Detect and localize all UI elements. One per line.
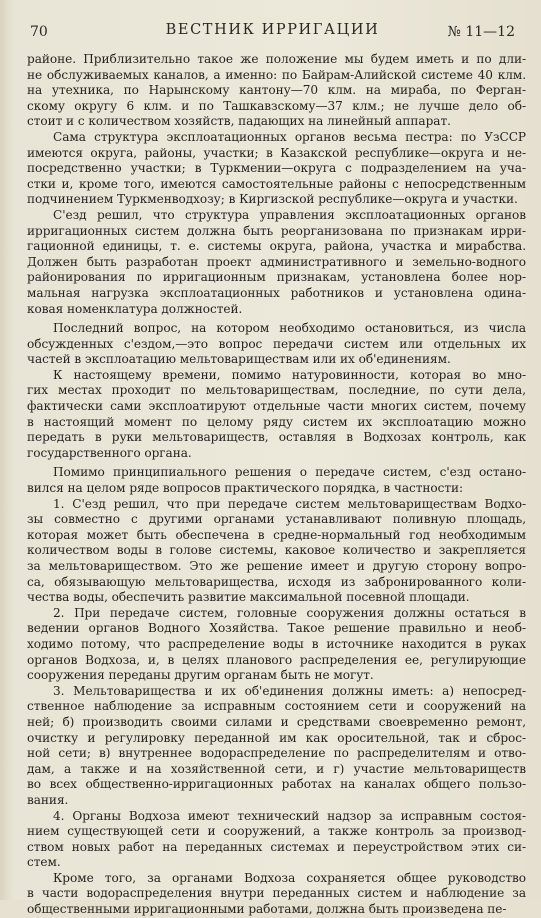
paragraph <box>27 606 526 684</box>
text-line: районирования по ирригационным признакам, установлена более нор- <box>27 270 526 285</box>
text-line: районе. Приблизительно такое же положение мы будем иметь и по дли- <box>27 52 526 66</box>
text-line: количеством воды в голове системы, каковое количество и закрепляется <box>27 543 526 558</box>
text-line: мальная нагрузка эксплоатационных работников и установлена одина- <box>27 285 526 300</box>
page-number: 70 <box>30 24 48 40</box>
text-line: частей в эксплоатацию мельтовариществам или их об'единениям. <box>27 352 451 367</box>
text-line: очистку и регулировку переданной им как оросительной, так и сброс- <box>27 730 526 745</box>
text-line: гационной единицы, т. е. системы округа, района, участка и мирабства. <box>27 239 526 254</box>
paragraph <box>27 684 526 809</box>
text-line: ирригационных систем должна быть реорганизована по признакам ирри- <box>27 223 526 238</box>
paragraph <box>27 208 526 317</box>
text-line: передать в руки мельтовариществ, оставляя в Водхозах контроль, как <box>27 430 526 445</box>
text-line: 2. При передаче систем, головные сооружения должны остаться в <box>53 605 526 620</box>
text-line: стем. <box>27 855 61 870</box>
text-line: гих местах проходит по мельтовариществам, последние, по сути дела, <box>27 383 526 398</box>
text-line: стки и, кроме того, имеются самостоятельные районы с непосредственным <box>27 176 526 191</box>
text-line: органов Водхоза, и, в целях планового распределения ее, регулирующие <box>27 652 526 667</box>
paragraph <box>27 321 526 368</box>
text-line: нием существующей сети и сооружений, а также контроль за производ- <box>27 824 526 839</box>
text-line: Должен быть разработан проект административного и земельно-водного <box>27 254 526 269</box>
text-line: К настоящему времени, помимо натуровинности, которая во мно- <box>53 367 526 382</box>
paragraph <box>27 497 526 606</box>
text-line: 1. С'езд решил, что при передаче систем мельтовариществам Водхо- <box>53 496 526 511</box>
text-line: Помимо принципиального решения о передаче систем, с'езд остано- <box>53 465 526 480</box>
running-header <box>30 20 515 42</box>
paragraph <box>27 871 526 918</box>
text-line: фактически сами эксплоатируют отдельные части многих систем, почему <box>27 399 526 414</box>
text-line: 3. Мельтоварищества и их об'единения должны иметь: а) непосред- <box>53 683 526 698</box>
text-line: Кроме того, за органами Водхоза сохраняется общее руководство <box>53 870 526 885</box>
text-line: дам, а также и на хозяйственной сети, и г) участие мельтовариществ <box>27 761 526 776</box>
text-line: обсужденных с'ездом,—это вопрос передачи систем или отдельных их <box>27 336 526 351</box>
text-line: в настоящий момент по целому ряду систем их эксплоатацию можно <box>27 414 526 429</box>
text-line: ной сети; в) внутреннее водораспределение по распределителям и отво- <box>27 746 526 761</box>
text-line: ней; б) производить своими силами и средствами своевременно ремонт, <box>27 714 526 729</box>
text-line: вания. <box>27 792 69 807</box>
text-line: стоит и с количеством хозяйств, падающих на линейный аппарат. <box>27 114 451 129</box>
text-line: имеются округа, районы, участки; в Казакской республике—округа и не- <box>27 145 526 160</box>
article-body <box>27 52 526 918</box>
paragraph <box>27 368 526 462</box>
text-line: скому округу 6 клм. и по Ташкавзскому—37 клм.; не лучше дело об- <box>27 98 526 113</box>
text-line: которая может быть обеспечена в средне-нормальный год необходимым <box>27 527 526 542</box>
text-line: С'езд решил, что структура управления эксплоатационных органов <box>53 207 526 222</box>
text-line: Последний вопрос, на котором необходимо остановиться, из числа <box>53 321 526 336</box>
journal-title: ВЕСТНИК ИРРИГАЦИИ <box>165 22 380 38</box>
text-line: ственное наблюдение за исправным состоянием сети и сооружений на <box>27 699 526 714</box>
text-line: са, обязывающую мельтоварищества, исходя из забронированного коли- <box>27 574 526 589</box>
issue-number: № 11—12 <box>447 24 515 40</box>
text-line: не обслуживаемых каналов, а именно: по Байрам-Алийской системе 40 клм. <box>27 67 526 82</box>
text-line: вился на целом ряде вопросов практического порядка, в частности: <box>27 481 463 496</box>
text-line: подчинением Туркменводхозу; в Киргизской республике—округа и участки. <box>27 192 518 207</box>
text-line: ведении органов Водного Хозяйства. Такое решение правильно и необ- <box>27 621 526 636</box>
text-line: ством новых работ на переданных системах и переустройством этих си- <box>27 839 526 854</box>
text-line: зы совместно с другими органами устанавливают поливную площадь, <box>27 512 526 527</box>
text-line: за мельтовариществом. Это же решение имеет и другую сторону вопро- <box>27 559 526 573</box>
text-line: Сама структура эксплоатационных органов весьма пестра: по УзССР <box>53 129 526 144</box>
text-line: ковая номенклатура должностей. <box>27 301 243 316</box>
text-line: на утехника, по Нарынскому кантону—70 клм. на мираба, по Ферган- <box>27 83 526 98</box>
paragraph <box>27 809 526 871</box>
text-line: 4. Органы Водхоза имеют технический надзор за исправным состоя- <box>53 808 526 823</box>
text-line: государственного органа. <box>27 445 192 460</box>
paragraph <box>27 130 526 208</box>
text-line: общественными ирригационными работами, должна быть произведена пе- <box>27 902 507 917</box>
text-line: посредственно участки; в Туркмении—округа с подразделением на уча- <box>27 161 526 176</box>
paragraph <box>27 52 526 130</box>
text-line: ходимо потому, что распределение воды в источнике находится в руках <box>27 636 526 651</box>
text-line: в части водораспределения внутри переданных систем и наблюдение за <box>27 886 526 901</box>
paragraph <box>27 465 526 496</box>
text-line: сооружения переданы другим органам быть не могут. <box>27 668 374 683</box>
text-line: во всех общественно-ирригационных работах на каналах общего пользо- <box>27 777 526 792</box>
text-line: чества воды, обеспечить развитие максимальной посевной площади. <box>27 590 470 605</box>
